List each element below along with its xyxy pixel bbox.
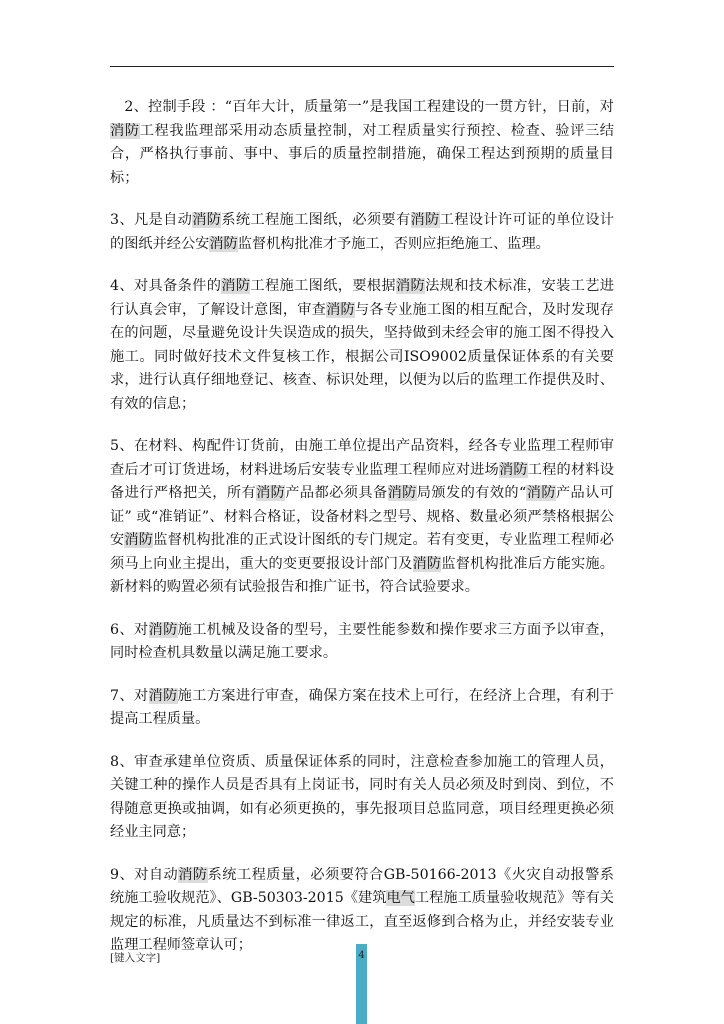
- text-run: 8、审查承建单位资质、质量保证体系的同时，注意检查参加施工的管理人员，关键工种的操作人员是否具有上岗证书，同时有关人员必须及时到岗、到位，不得随意更换或抽调，如有必须更换的，事先报项目总监同意，项目经理更换必须经业主同意；: [110, 753, 614, 840]
- text-run: 系统工程施工图纸，必须要有: [221, 212, 411, 228]
- paragraph: [110, 751, 614, 845]
- text-run: 施工机械及设备的型号，主要性能参数和操作要求三方面予以审查，同时检查机具数量以满足施工要求。: [110, 621, 614, 661]
- text-run: 产品认可证” 或“准销证”、材料合格证，设备材料之型号、规格、数量必须严禁格根据公安: [110, 485, 614, 548]
- header-rule: [110, 66, 614, 67]
- text-run: 6、对: [110, 621, 149, 638]
- text-run: 工程设计许可证的单位设计的图纸并经公安: [110, 212, 614, 252]
- highlighted-term: 消防: [526, 485, 556, 501]
- text-run: 监督机构批准后方能实施。新材料的购置必须有试验报告和推广证书，符合试验要求。: [110, 555, 614, 595]
- paragraph: [110, 685, 614, 732]
- text-run: 7、对: [110, 687, 149, 704]
- highlighted-term: 消防: [387, 485, 417, 501]
- highlighted-term: 消防: [192, 212, 222, 228]
- highlighted-term: 消防: [412, 555, 442, 572]
- text-run: 5、在材料、构配件订货前，由施工单位提出产品资料，经各专业监理工程师审查后才可订货进场，材料进场后安装专业监理工程师应对进场: [110, 438, 614, 478]
- text-run: 工程我监理部采用动态质量控制，对工程质量实行预控、检查、验评三结合，严格执行事前、事中、事后的质量控制措施，确保工程达到预期的质量目标；: [110, 122, 614, 186]
- text-run: 2、控制手段 ：“百年大计，质量第一”是我国工程建设的一贯方针，日前，对: [110, 99, 614, 115]
- text-run: 系统工程质量，必须要符合GB-50166-2013《火灾自动报警系统施工验收规范》、GB-50303-2015《建筑: [110, 866, 614, 906]
- text-run: 施工方案进行审查，确保方案在技术上可行，在经济上合理，有利于提高工程质量。: [110, 687, 614, 727]
- highlighted-term: 消防: [498, 461, 528, 478]
- highlighted-term: 消防: [110, 122, 140, 139]
- highlighted-term: 消防: [221, 278, 251, 294]
- highlighted-term: 消防: [209, 235, 238, 252]
- paragraph: [110, 96, 614, 190]
- text-run: 3、凡是自动: [110, 212, 193, 228]
- highlighted-term: 消防: [178, 866, 208, 883]
- text-run: 4、对具备条件的: [110, 278, 222, 294]
- highlighted-term: 消防: [395, 278, 426, 294]
- paragraph: [110, 209, 614, 256]
- text-run: 9、对自动: [110, 866, 179, 883]
- text-run: 工程施工图纸，要根据: [250, 278, 396, 294]
- paragraph: [110, 619, 614, 666]
- text-run: 监督机构批准的正式设计图纸的专门规定。若有变更，专业监理工程师必须马上向业主提出，重大的变更要报设计部门及: [110, 532, 614, 572]
- paragraph: [110, 275, 614, 416]
- text-run: 监督机构批准才予施工，否则应拒绝施工、监理。: [237, 235, 550, 252]
- text-run: 局颁发的有效的“: [416, 485, 527, 501]
- highlighted-term: 消防: [410, 212, 440, 228]
- highlighted-term: 消防: [148, 687, 178, 704]
- text-run: 工程施工质量验收规范》等有关规定的标准，凡质量达不到标准一律返工，直至返修到合格为止，并经安装专业监理工程师签章认可；: [110, 890, 614, 953]
- highlighted-term: 消防: [124, 532, 154, 548]
- highlighted-term: 消防: [326, 301, 355, 318]
- footer-placeholder-text: [键入文字]: [110, 952, 161, 964]
- text-run: 法规和技术标准，安装工艺进行认真会审，了解设计意图，审查: [110, 278, 614, 318]
- document-body: [110, 96, 614, 977]
- paragraph: [110, 435, 614, 600]
- text-run: 与各专业施工图的相互配合，及时发现存在的问题，尽量避免设计失误造成的损失，坚持做到未经会审的施工图不得投入施工。同时做好技术文件复核工作，根据公司ISO9002质量保证体系的有关要求，进行认真仔细地登记、核查、标识处理，以便为以后的监理工作提供及时、有效的信息；: [110, 301, 614, 412]
- page-number: 4: [358, 950, 365, 961]
- highlighted-term: 消防: [256, 485, 286, 501]
- text-run: 产品都必须具备: [285, 485, 388, 501]
- highlighted-term: 电气: [386, 890, 415, 906]
- text-run: 工程的材料设备进行严格把关，所有: [110, 461, 614, 501]
- highlighted-term: 消防: [148, 621, 178, 638]
